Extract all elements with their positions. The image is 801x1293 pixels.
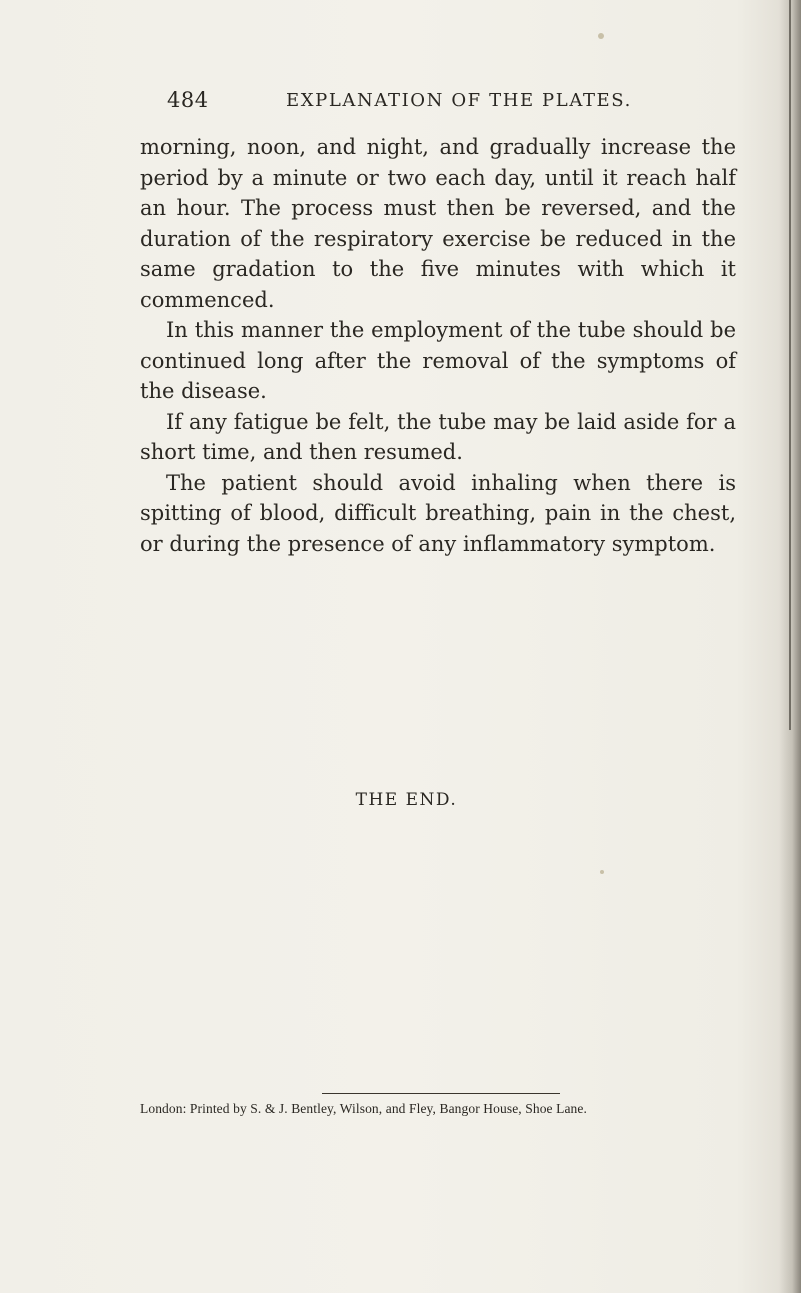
running-title: EXPLANATION OF THE PLATES. <box>286 90 632 111</box>
the-end-label: THE END. <box>355 790 458 810</box>
page-header <box>167 88 727 114</box>
paragraph: In this manner the employment of the tube should be continued long after the removal of the symptoms of the disease. <box>140 318 736 403</box>
paragraph: If any fatigue be felt, the tube may be laid aside for a short time, and then resumed. <box>140 409 736 464</box>
the-end-block <box>0 790 801 810</box>
body-text <box>140 132 736 559</box>
paragraph: The patient should avoid inhaling when there is spitting of blood, difficult breathing, pain in the chest, or during the presence of any inflammatory symptom. <box>140 470 736 556</box>
paper-speck <box>600 870 604 874</box>
paragraph: morning, noon, and night, and gradually increase the period by a minute or two each day, until it reach half an hour. The process must then be reversed, and the duration of the respiratory exercise be reduced in the same gradation to the five minutes with which it commenced. <box>140 135 736 312</box>
page-number: 484 <box>167 88 209 112</box>
imprint-divider <box>322 1093 560 1094</box>
page-edge-line <box>789 0 791 730</box>
printer-imprint: London: Printed by S. & J. Bentley, Wilson, and Fley, Bangor House, Shoe Lane. <box>140 1101 587 1116</box>
paper-speck <box>598 33 604 39</box>
